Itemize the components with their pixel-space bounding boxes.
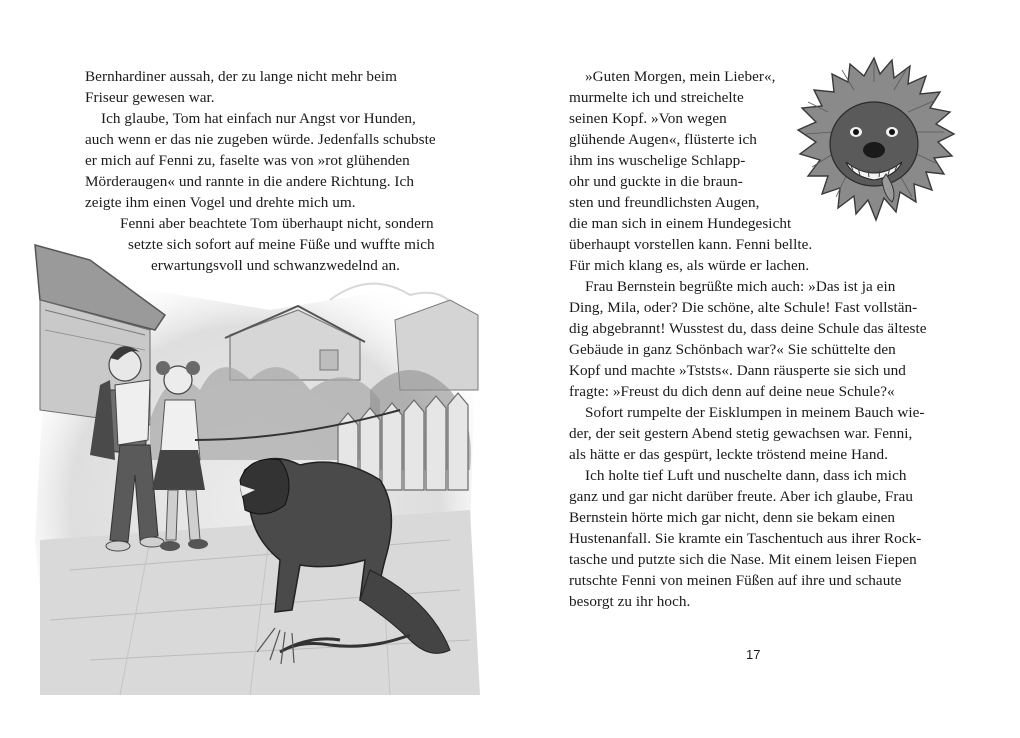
right-text-line: fragte: »Freust du dich denn auf deine neue Schule?« — [569, 383, 895, 400]
right-text-line: die man sich in einem Hundegesicht — [569, 215, 792, 232]
left-text-line: Ich glaube, Tom hat einfach nur Angst vor Hunden, — [101, 110, 416, 127]
right-text-line: Bernstein hörte mich gar nicht, denn sie bekam einen — [569, 509, 896, 526]
right-text-line: überhaupt vorstellen kann. Fenni bellte. — [569, 236, 813, 253]
right-text-line: murmelte ich und streichelte — [569, 89, 744, 106]
left-text-line: auch wenn er das nie zugeben würde. Jedenfalls schubste — [85, 131, 436, 148]
left-text-line: Bernhardiner aussah, der zu lange nicht mehr beim — [85, 68, 397, 85]
left-text-line: erwartungsvoll und schwanzwedelnd an. — [151, 257, 400, 274]
left-text-line: Fenni aber beachtete Tom überhaupt nicht, sondern — [120, 215, 434, 232]
street-scene-illustration — [30, 240, 482, 700]
right-text-line: tasche und putzte sich die Nase. Mit einem leisen Fiepen — [569, 551, 917, 568]
left-text-line: setzte sich sofort auf meine Füße und wuffte mich — [128, 236, 435, 253]
right-text-line: Ich holte tief Luft und nuschelte dann, dass ich mich — [585, 467, 907, 484]
right-text-line: dig abgebrannt! Wusstest du, dass deine Schule das älteste — [569, 320, 927, 337]
right-text-line: ohr und guckte in die braun- — [569, 173, 743, 190]
right-text-line: rutschte Fenni von meinen Füßen auf ihre und schaute — [569, 572, 902, 589]
left-text-line: Friseur gewesen war. — [85, 89, 215, 106]
dog-head-illustration — [788, 52, 960, 228]
right-text-line: ganz und gar nicht darüber freute. Aber ich glaube, Frau — [569, 488, 913, 505]
right-text-line: Gebäude in ganz Schönbach war?« Sie schüttelte den — [569, 341, 896, 358]
right-text-line: besorgt zu ihr hoch. — [569, 593, 691, 610]
right-text-line: ihm ins wuschelige Schlapp- — [569, 152, 746, 169]
right-text-line: seinen Kopf. »Von wegen — [569, 110, 727, 127]
right-text-line: »Guten Morgen, mein Lieber«, — [585, 68, 776, 85]
right-text-line: Hustenanfall. Sie kramte ein Taschentuch aus ihrer Rock- — [569, 530, 922, 547]
left-text-line: zeigte ihm einen Vogel und drehte mich um. — [85, 194, 356, 211]
right-text-line: glühende Augen«, flüsterte ich — [569, 131, 757, 148]
right-text-line: Für mich klang es, als würde er lachen. — [569, 257, 810, 274]
right-text-line: Frau Bernstein begrüßte mich auch: »Das ist ja ein — [585, 278, 896, 295]
page-number: 17 — [746, 647, 761, 662]
left-text-line: Mörderaugen« und rannte in die andere Richtung. Ich — [85, 173, 414, 190]
right-page — [510, 0, 1020, 738]
right-text-line: Kopf und machte »Tststs«. Dann räusperte sie sich und — [569, 362, 906, 379]
left-text-line: er mich auf Fenni zu, faselte was von »rot glühenden — [85, 152, 410, 169]
right-text-line: Sofort rumpelte der Eisklumpen in meinem Bauch wie- — [585, 404, 925, 421]
right-text-line: als hätte er das gespürt, leckte tröstend meine Hand. — [569, 446, 888, 463]
right-text-line: der, der seit gestern Abend stetig gewachsen war. Fenni, — [569, 425, 913, 442]
right-text-line: sten und freundlichsten Augen, — [569, 194, 760, 211]
right-text-line: Ding, Mila, oder? Die schöne, alte Schule! Fast vollstän- — [569, 299, 918, 316]
